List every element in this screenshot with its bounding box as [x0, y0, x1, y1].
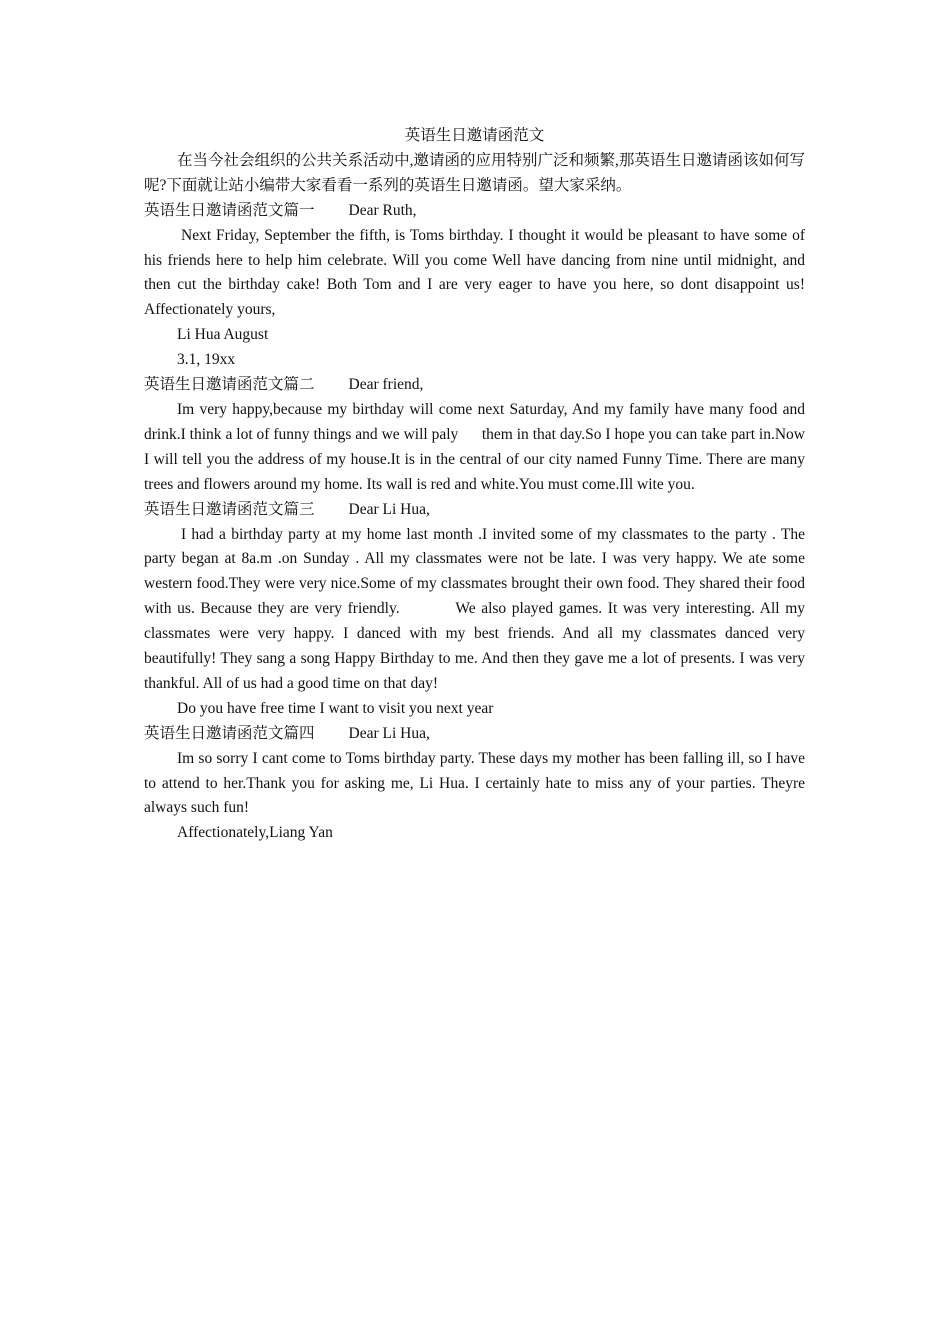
section-heading: 英语生日邀请函范文篇一 [144, 201, 315, 219]
document-page [144, 124, 809, 846]
intro-paragraph: 在当今社会组织的公共关系活动中,邀请函的应用特别广泛和频繁,那英语生日邀请函该如何写呢?下面就让站小编带大家看看一系列的英语生日邀请函。望大家采纳。 [144, 151, 805, 194]
section-heading-line [144, 722, 805, 747]
letter-signature: Affectionately,Liang Yan [177, 824, 333, 842]
letter-date: 3.1, 19xx [177, 351, 236, 369]
section-heading: 英语生日邀请函范文篇四 [144, 724, 315, 742]
letter-paragraph: I had a birthday party at my home last month .I invited some of my classmates to the party . The party began at 8a.m .on Sunday . All my classmates were not be late. I was very happy. We ate some western food.They were very nice.Some of my classmates brought their own food. They shared their food with us. Because they are very friendly. We also played games. It was very interesting. All my classmates were very happy. I danced with my best friends. And all my classmates danced very beautifully! They sang a song Happy Birthday to me. And then they gave me a lot of presents. I was very thankful. All of us had a good time on that day! [144, 525, 809, 692]
document-title: 英语生日邀请函范文 [404, 127, 545, 144]
section-heading-line [144, 498, 805, 523]
salutation: Dear Li Hua, [348, 724, 430, 742]
section-heading-line [144, 373, 805, 398]
salutation: Dear friend, [348, 376, 424, 394]
section-heading: 英语生日邀请函范文篇三 [144, 500, 315, 518]
section-heading: 英语生日邀请函范文篇二 [144, 376, 315, 394]
letter-paragraph: Im so sorry I cant come to Toms birthday party. These days my mother has been falling ill, so I have to attend to her.Thank you for asking me, Li Hua. I certainly hate to miss any of your parties. Theyre always such fun! [144, 749, 805, 817]
letter-paragraph: Im very happy,because my birthday will come next Saturday, And my family have many food and drink.I think a lot of funny things and we will paly them in that day.So I hope you can take part in.Now I will tell you the address of my house.It is in the central of our city named Funny Time. There are many trees and flowers around my home. Its wall is red and white.You must come.Ill wite you. [144, 400, 809, 493]
letter-paragraph: Next Friday, September the fifth, is Toms birthday. I thought it would be pleasant to have some of his friends here to help him celebrate. Will you come Well have dancing from nine until midnight, and then cut the birthday cake! Both Tom and I are very eager to have you here, so dont disappoint us! Affectionately yours, [144, 226, 805, 319]
letter-signature: Li Hua August [177, 326, 269, 344]
salutation: Dear Li Hua, [348, 500, 430, 518]
section-heading-line [144, 199, 805, 224]
letter-closing-line: Do you have free time I want to visit you next year [177, 699, 494, 717]
salutation: Dear Ruth, [348, 201, 417, 219]
